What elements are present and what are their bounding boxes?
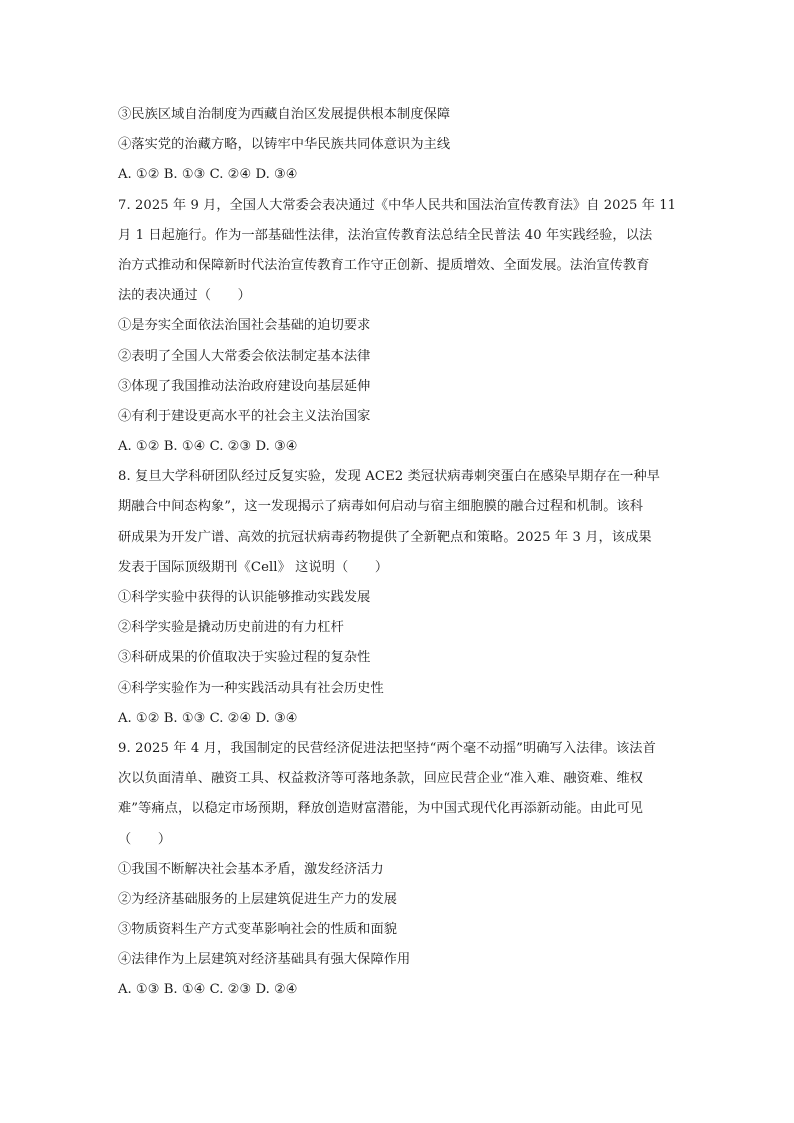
question-stem (118, 462, 678, 583)
statement-option: ①科学实验中获得的认识能够推动实践发展 (118, 590, 371, 605)
statement-option: ④科学实验作为一种实践活动具有社会历史性 (118, 680, 384, 696)
statement-option: ③科研成果的价值取决于实验过程的复杂性 (118, 650, 371, 666)
question-stem-line: （ ） (118, 831, 172, 847)
statement-option: ③体现了我国推动法治政府建设向基层延伸 (118, 378, 371, 394)
question-stem-line: 次以负面清单、融资工具、权益救济等可落地条款，回应民营企业“准入难、融资难、维权 (118, 771, 644, 787)
question-stem (118, 191, 678, 312)
statement-option: ④落实党的治藏方略，以铸牢中华民族共同体意识为主线 (118, 137, 451, 153)
answer-choices: A. ①② B. ①③ C. ②④ D. ③④ (118, 167, 298, 183)
question-stem-line: 8. 复旦大学科研团队经过反复实验，发现 ACE2 类冠状病毒刺突蛋白在感染早期存在一种早 (118, 469, 661, 485)
question-stem-line: 法的表决通过（ ） (118, 288, 251, 304)
question-stem-line: 治方式推动和保障新时代法治宣传教育工作守正创新、提质增效、全面发展。法治宣传教育 (118, 257, 650, 273)
question-stem-line: 期融合中间态构象”，这一发现揭示了病毒如何启动与宿主细胞膜的融合过程和机制。该科 (118, 499, 644, 515)
question-stem (118, 734, 678, 855)
question-stem-line: 月 1 日起施行。作为一部基础性法律，法治宣传教育法总结全民普法 40 年实践经验，以法 (118, 227, 653, 243)
question-stem-line: 7. 2025 年 9 月，全国人大常委会表决通过《中华人民共和国法治宣传教育法》自 2025 年 11 (118, 197, 677, 213)
answer-choices: A. ①③ B. ①④ C. ②③ D. ②④ (118, 982, 298, 998)
statement-option: ③民族区域自治制度为西藏自治区发展提供根本制度保障 (118, 107, 451, 122)
statement-option: ①我国不断解决社会基本矛盾，激发经济活力 (118, 861, 384, 877)
document-body (118, 100, 678, 1006)
question-stem-line: 9. 2025 年 4 月，我国制定的民营经济促进法把坚持“两个毫不动摇”明确写入法律。该法首 (118, 740, 656, 756)
answer-choices: A. ①② B. ①③ C. ②④ D. ③④ (118, 710, 298, 726)
question-stem-line: 研成果为开发广谱、高效的抗冠状病毒药物提供了全新靶点和策略。2025 年 3 月，该成果 (118, 529, 652, 545)
statement-option: ①是夯实全面依法治国社会基础的迫切要求 (118, 318, 371, 334)
statement-option: ④法律作为上层建筑对经济基础具有强大保障作用 (118, 952, 411, 968)
statement-option: ②科学实验是撬动历史前进的有力杠杆 (118, 620, 344, 636)
statement-option: ③物质资料生产方式变革影响社会的性质和面貌 (118, 922, 398, 938)
answer-choices: A. ①② B. ①④ C. ②③ D. ③④ (118, 439, 298, 455)
statement-option: ②表明了全国人大常委会依法制定基本法律 (118, 348, 371, 364)
question-stem-line: 发表于国际顶级期刊《Cell》 这说明（ ） (118, 559, 389, 575)
statement-option: ④有利于建设更高水平的社会主义法治国家 (118, 408, 371, 424)
statement-option: ②为经济基础服务的上层建筑促进生产力的发展 (118, 891, 398, 907)
question-stem-line: 难”等痛点，以稳定市场预期，释放创造财富潜能，为中国式现代化再添新动能。由此可见 (118, 801, 644, 817)
